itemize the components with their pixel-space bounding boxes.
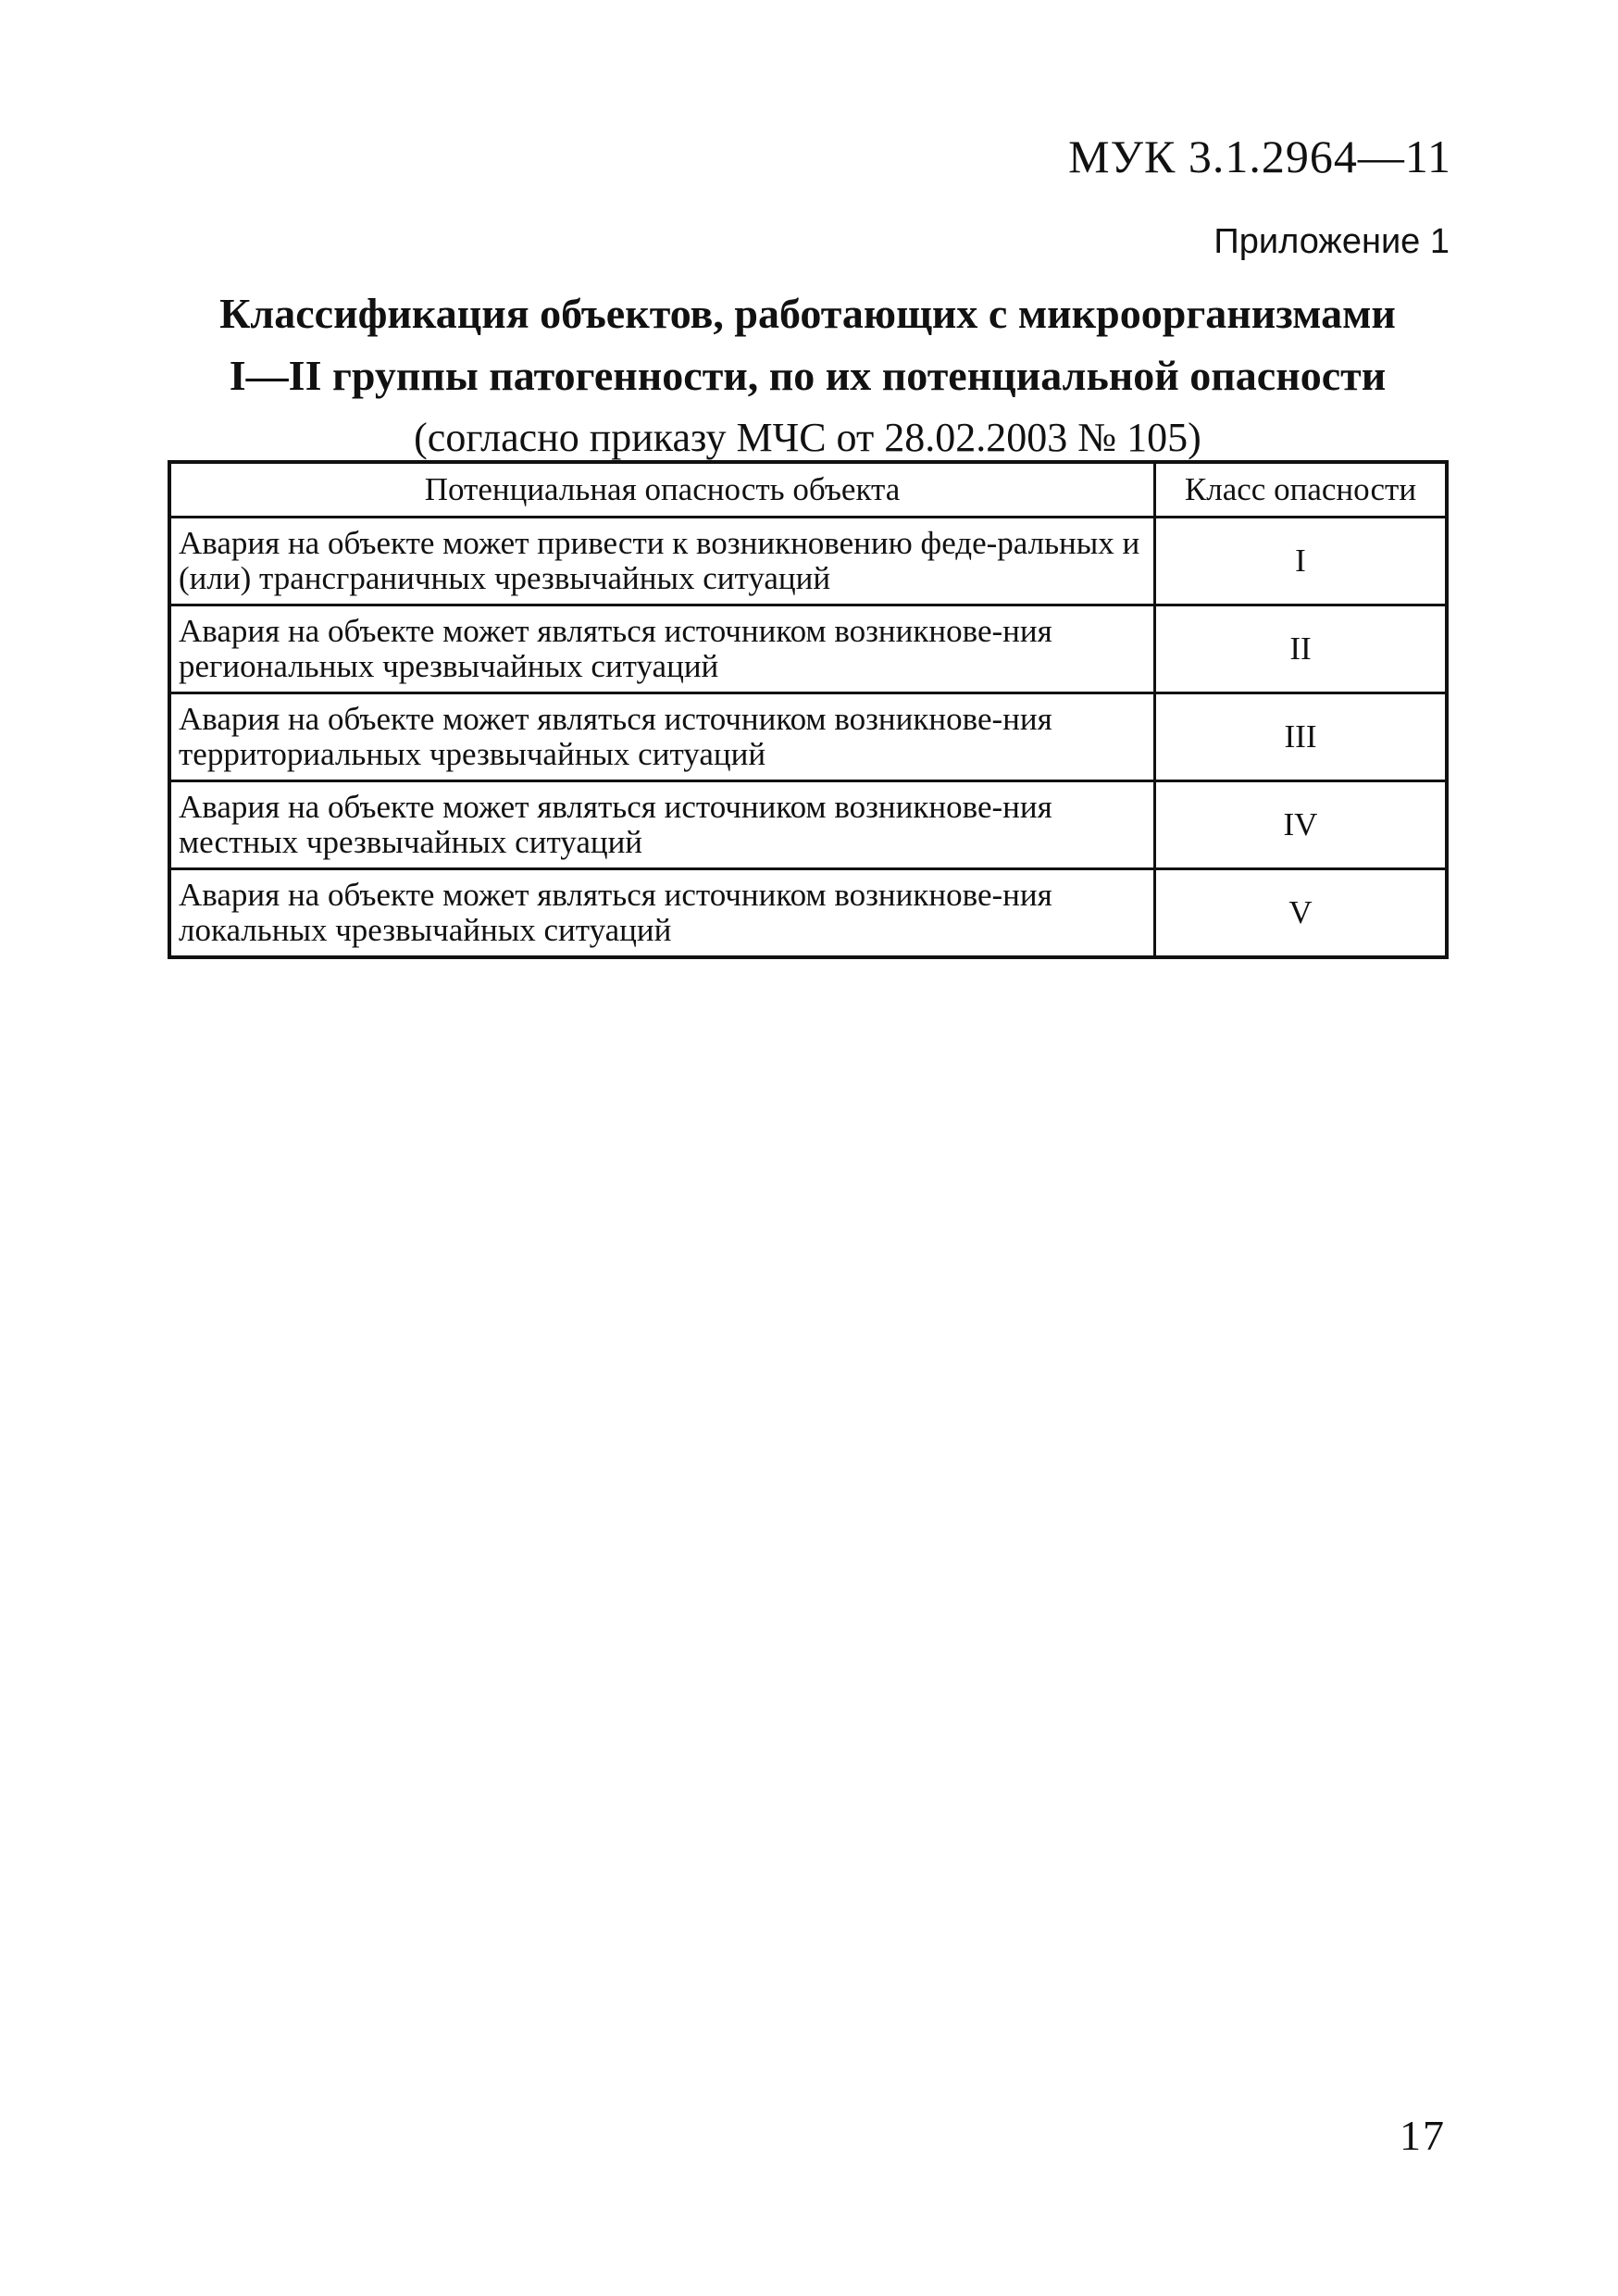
appendix-label: Приложение 1 — [1214, 222, 1450, 261]
table-row — [169, 605, 1447, 693]
column-header-potential-danger: Потенциальная опасность объекта — [169, 462, 1155, 518]
document-code: МУК 3.1.2964—11 — [1068, 131, 1451, 182]
document-title — [167, 282, 1449, 468]
hazard-classification-table — [168, 460, 1449, 959]
row-description: Авария на объекте может привести к возникновению феде-ральных и (или) трансграничных чрезвычайных ситуаций — [169, 518, 1155, 605]
column-header-hazard-class: Класс опасности — [1155, 462, 1448, 518]
row-hazard-class: V — [1155, 869, 1448, 958]
table-header-row — [169, 462, 1447, 518]
row-hazard-class: II — [1155, 605, 1448, 693]
row-description: Авария на объекте может являться источником возникнове-ния местных чрезвычайных ситуаций — [169, 781, 1155, 869]
row-description: Авария на объекте может являться источником возникнове-ния региональных чрезвычайных ситуаций — [169, 605, 1155, 693]
table-row — [169, 693, 1447, 781]
row-hazard-class: III — [1155, 693, 1448, 781]
table-row — [169, 869, 1447, 958]
row-description: Авария на объекте может являться источником возникнове-ния территориальных чрезвычайных ситуаций — [169, 693, 1155, 781]
title-line-2: I—II группы патогенности, по их потенциальной опасности — [229, 352, 1387, 399]
title-line-3: (согласно приказу МЧС от 28.02.2003 № 105) — [414, 415, 1201, 460]
table-row — [169, 518, 1447, 605]
row-description: Авария на объекте может являться источником возникнове-ния локальных чрезвычайных ситуаций — [169, 869, 1155, 958]
row-hazard-class: I — [1155, 518, 1448, 605]
table-row — [169, 781, 1447, 869]
title-line-1: Классификация объектов, работающих с микроорганизмами — [219, 290, 1396, 337]
page-number: 17 — [1400, 2112, 1446, 2159]
row-hazard-class: IV — [1155, 781, 1448, 869]
